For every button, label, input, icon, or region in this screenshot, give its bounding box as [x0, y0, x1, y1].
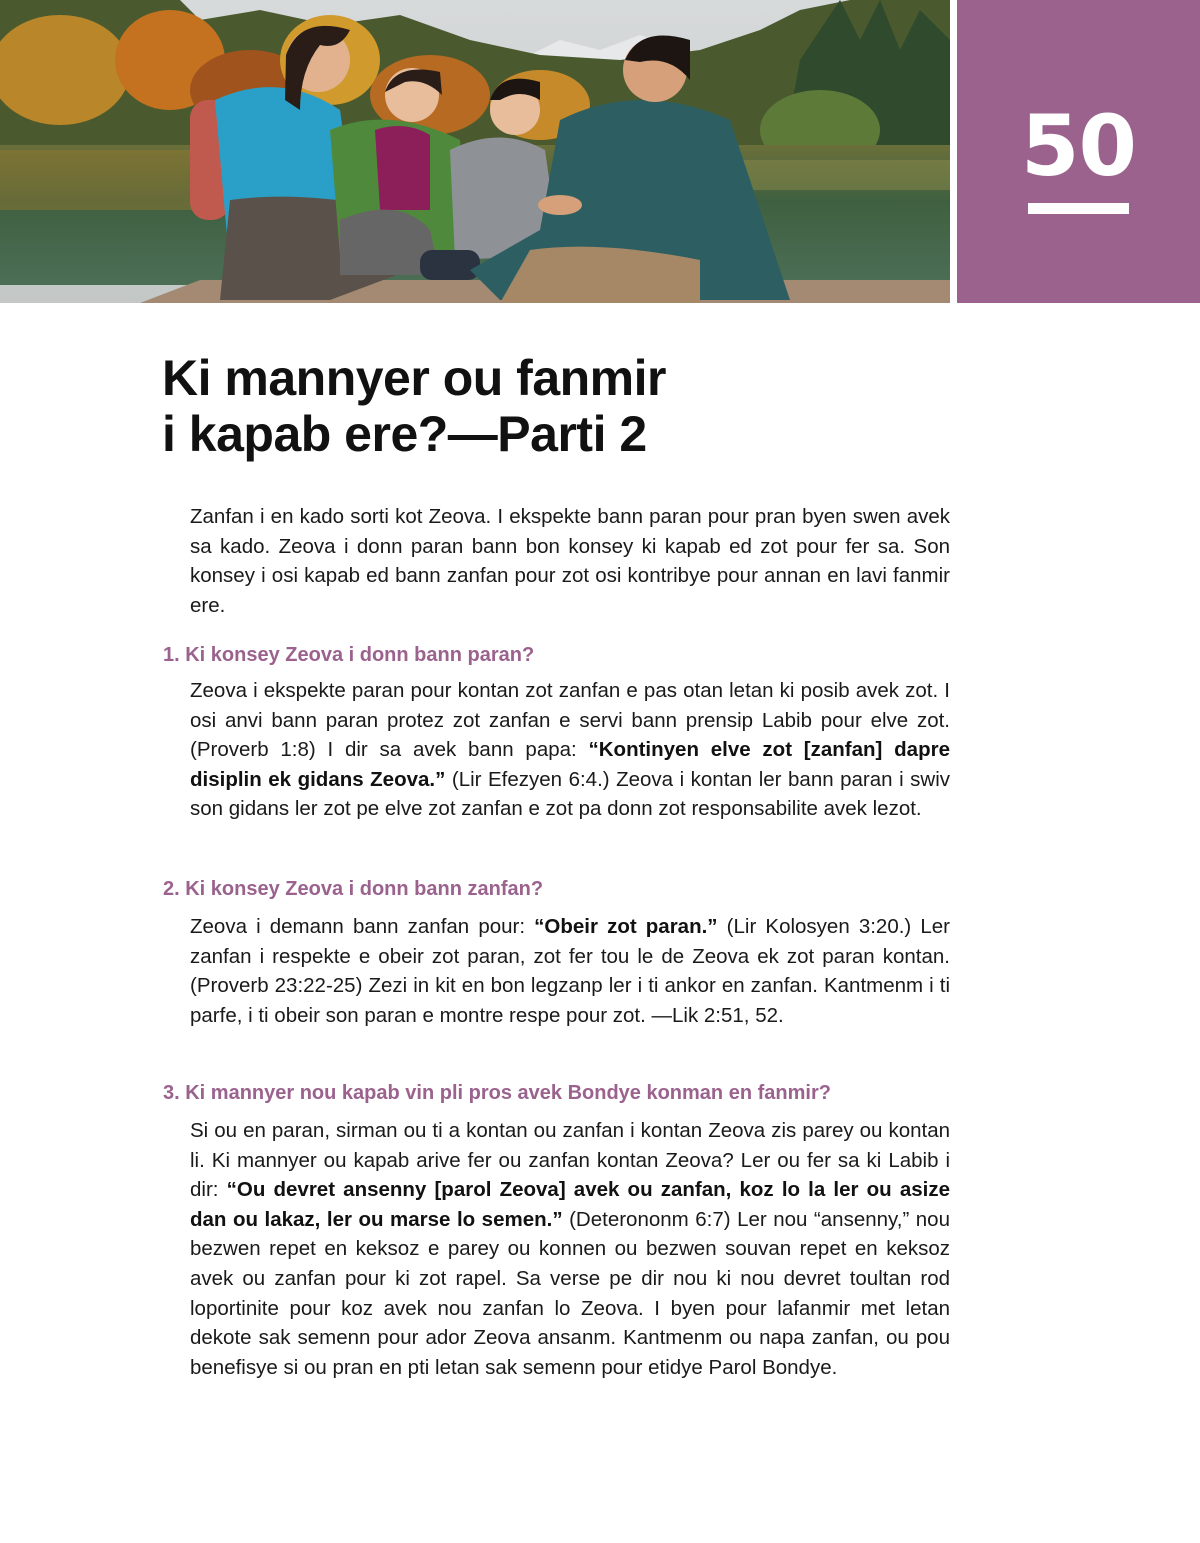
answer-text: (Lir Kolosyen 3:20.) Ler zanfan i respekte e obeir zot paran, zot fer tou le de Zeova ek zot paran kontan. (Proverb 23:22-25) Zezi in kit en bon legzanp ler i ti ankor en zanfan. Kantmenm i ti parfe, i ti obeir son paran e montre respe pour zot. —Lik 2:51, 52. — [190, 915, 950, 1027]
question-2-heading: 2. Ki konsey Zeova i donn bann zanfan? — [163, 878, 544, 900]
page-title — [162, 350, 666, 462]
hero-photo — [0, 0, 950, 303]
scripture-quote: “Ou devret ansenny [parol Zeova] avek ou zanfan, koz lo la ler ou asize dan ou lakaz, ler ou marse lo semen.” — [190, 1178, 950, 1231]
scripture-quote: “Kontinyen elve zot [zanfan] dapre disiplin ek gidans Zeova.” — [190, 738, 950, 791]
question-1-answer — [190, 676, 950, 824]
scripture-quote: “Obeir zot paran.” — [534, 915, 718, 938]
chapter-number-block — [957, 0, 1200, 303]
reflection — [0, 150, 220, 210]
reeds — [740, 160, 950, 190]
answer-text: Si ou en paran, sirman ou ti a kontan ou zanfan i kontan Zeova zis parey ou kontan li. Ki mannyer ou kapab arive fer ou zanfan kontan Zeova? Ler ou fer sa ki Labib i dir: — [190, 1119, 950, 1202]
intro-paragraph: Zanfan i en kado sorti kot Zeova. I ekspekte bann paran pour pran byen swen avek sa kado. Zeova i donn paran bann bon konsey ki kapab ed zot pour fer sa. Son konsey i osi kapab ed bann zanfan pour zot osi kontribye pour annan en lavi fanmir ere. — [190, 505, 950, 617]
question-3-heading: 3. Ki mannyer nou kapab vin pli pros avek Bondye konman en fanmir? — [163, 1082, 831, 1104]
family-by-lake-illustration — [0, 0, 950, 303]
answer-text: Zeova i ekspekte paran pour kontan zot zanfan e pas otan letan ki posib avek zot. I osi anvi bann paran protez zot zanfan e servi bann prensip Labib pour elve zot. (Proverb 1:8) I dir sa avek bann papa: — [190, 679, 950, 762]
answer-text: Zeova i demann bann zanfan pour: — [190, 915, 535, 938]
page-title-line-1: Ki mannyer ou fanmir — [162, 350, 666, 406]
answer-text: (Lir Efezyen 6:4.) Zeova i kontan ler bann paran i swiv son gidans ler zot pe elve zot zanfan e zot pa donn zot responsabilite avek lezot. — [190, 767, 950, 821]
question-2-answer — [190, 912, 950, 1030]
page-title-line-2: i kapab ere?—Parti 2 — [162, 406, 647, 462]
question-1-heading: 1. Ki konsey Zeova i donn bann paran? — [163, 644, 535, 666]
answer-text: (Deterononm 6:7) Ler nou “ansenny,” nou bezwen repet en keksoz e parey ou konnen ou bezwen souvan repet en keksoz avek ou zanfan pour ki zot rapel. Sa verse pe dir nou ki nou devret toultan rod loportinite pour koz avek nou zanfan lo Zeova. I byen pour lafanmir met letan dekote sak semenn pour ador Zeova ansanm. Kantmenm ou napa zanfan, ou pou benefisye si ou pran en pti letan sak semenn pour etidye Parol Bondye. — [190, 1207, 950, 1379]
chapter-underline — [1028, 203, 1129, 214]
question-3-answer — [190, 1116, 950, 1382]
chapter-number: 50 — [1021, 97, 1136, 195]
